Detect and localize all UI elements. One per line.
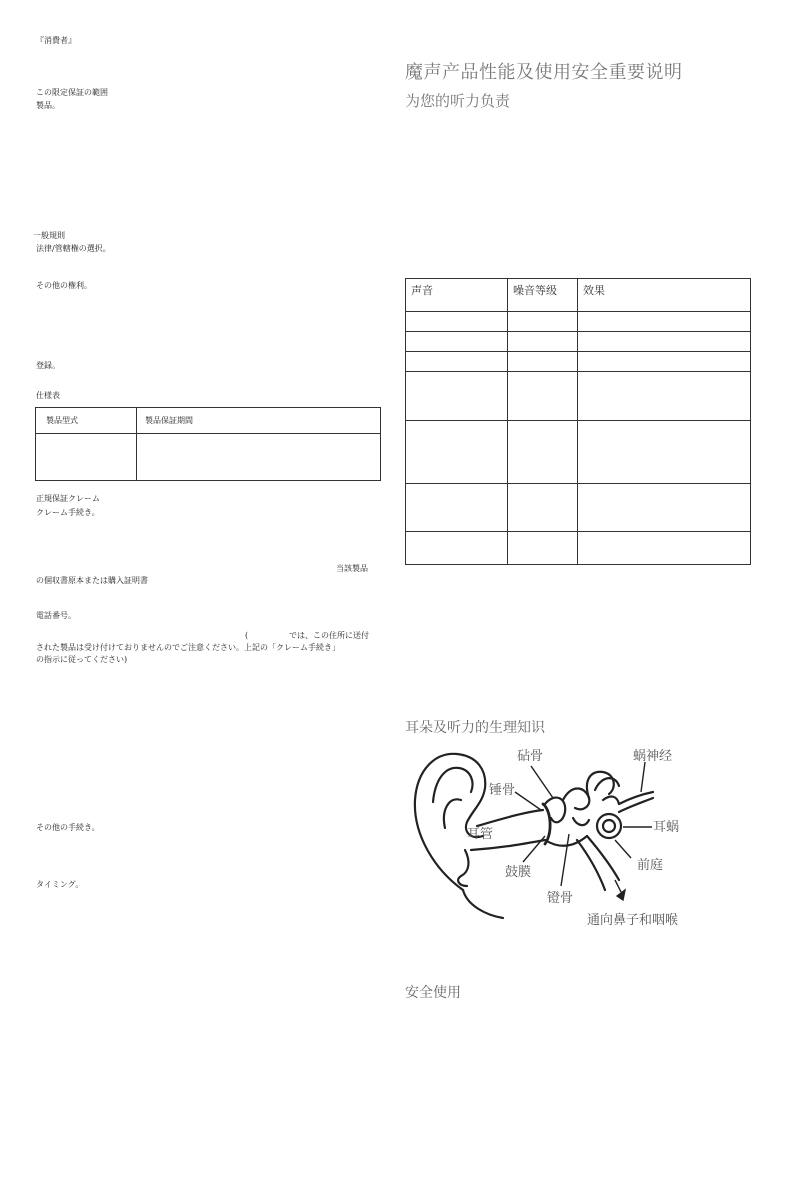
registration-heading: 登録。 bbox=[36, 361, 60, 370]
noise-col-effect: 效果 bbox=[583, 284, 605, 297]
address-line-2: された製品は受け付けておりませんのでご注意ください。上記の「クレーム手続き」 bbox=[36, 643, 340, 652]
formal-claim-heading: 正規保証クレーム bbox=[36, 494, 100, 503]
other-rights-heading: その他の権利。 bbox=[36, 281, 92, 290]
label-vestibule: 前庭 bbox=[637, 858, 664, 873]
timing-heading: タイミング。 bbox=[36, 880, 84, 889]
label-to-nose-throat: 通向鼻子和咽喉 bbox=[587, 913, 679, 928]
claim-procedure-heading: クレーム手続き。 bbox=[36, 508, 100, 517]
warranty-scope-product: 製品。 bbox=[36, 101, 60, 110]
warranty-scope-heading: この限定保証の範囲 bbox=[36, 88, 108, 97]
address-line-3: の指示に従ってください) bbox=[36, 655, 128, 664]
noise-table bbox=[405, 278, 751, 565]
label-cochlear-nerve: 蜗神经 bbox=[633, 749, 673, 764]
other-procedures-heading: その他の手続き。 bbox=[36, 823, 100, 832]
noise-col-sound: 声音 bbox=[411, 284, 433, 297]
ear-section-title: 耳朵及听力的生理知识 bbox=[405, 720, 545, 736]
spec-col-model: 製品型式 bbox=[46, 416, 78, 425]
page-title: 魔声产品性能及使用安全重要说明 bbox=[405, 62, 683, 83]
label-ear-canal: 耳管 bbox=[467, 827, 494, 842]
address-line-1: では、この住所に送付 bbox=[289, 631, 369, 640]
this-product-text: 当該製品 bbox=[336, 564, 368, 573]
address-paren: ( bbox=[245, 631, 249, 640]
noise-col-level: 噪音等级 bbox=[513, 284, 557, 297]
general-rules-heading: 一般規則 bbox=[33, 231, 65, 240]
consumer-label: 『消費者』 bbox=[36, 36, 76, 45]
label-cochlea: 耳蜗 bbox=[653, 820, 680, 835]
label-stapes: 镫骨 bbox=[547, 891, 574, 906]
label-malleus: 锤骨 bbox=[489, 783, 516, 798]
phone-number-heading: 電話番号。 bbox=[36, 611, 76, 620]
spec-table-title: 仕様表 bbox=[36, 391, 60, 400]
safe-use-title: 安全使用 bbox=[405, 985, 461, 1001]
receipt-line: の個収書原本または購入証明書 bbox=[36, 576, 148, 585]
spec-table bbox=[35, 407, 381, 481]
page-subtitle: 为您的听力负责 bbox=[405, 92, 511, 110]
law-choice-heading: 法律/管轄権の選択。 bbox=[36, 244, 111, 253]
spec-col-period: 製品保証期間 bbox=[145, 416, 193, 425]
label-incus: 砧骨 bbox=[517, 749, 544, 764]
label-eardrum: 鼓膜 bbox=[505, 865, 532, 880]
ear-diagram bbox=[405, 740, 705, 930]
